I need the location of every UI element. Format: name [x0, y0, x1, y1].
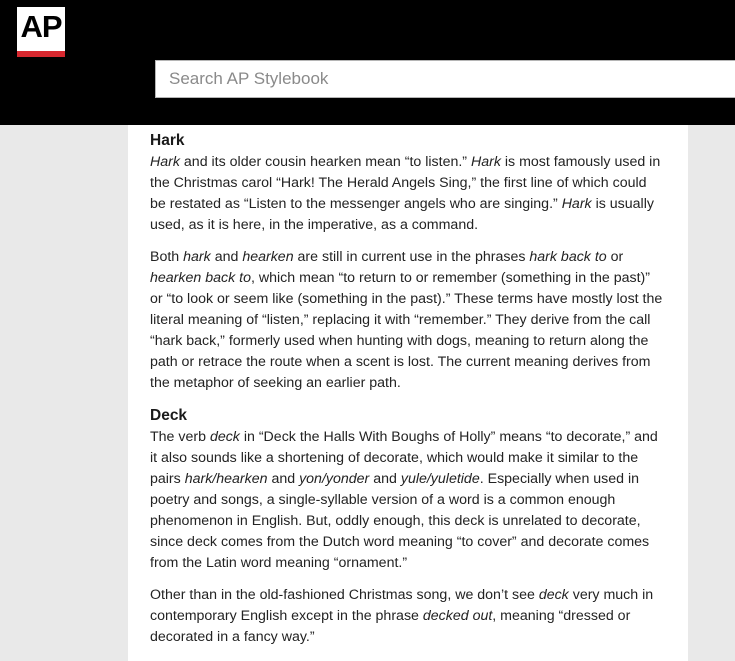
- ap-logo-red-bar: [17, 51, 65, 57]
- ap-logo[interactable]: [17, 7, 65, 57]
- ap-logo-text: AP: [20, 9, 62, 44]
- entry-deck: [150, 405, 666, 648]
- search-input[interactable]: [155, 60, 735, 98]
- body-text: very much in contemporary English except in the phrase: [150, 587, 654, 624]
- body-text: and: [210, 249, 243, 265]
- italic-text: Hark: [150, 154, 180, 170]
- body-text: , which mean “to return to or remember (something in the past)” or “to look or seem like (something in the past).” These terms have mostly lost the literal meaning of “listen,” replacing it with “remember.” They derive from the call “hark back,” formerly used when hunting with dogs, meaning to return along the path or retrace the route when a scent is lost. The current meaning derives from the metaphor of seeking an earlier path.: [150, 270, 663, 391]
- entry-term-heading: Deck: [150, 407, 188, 424]
- italic-text: hearken: [242, 249, 294, 265]
- entry-paragraph: [150, 585, 666, 648]
- italic-text: Hark: [470, 154, 501, 170]
- italic-text: hark back to: [529, 249, 607, 265]
- entry-paragraph: [150, 152, 666, 236]
- italic-text: Hark: [561, 196, 592, 212]
- entries-list: [128, 125, 688, 648]
- entry-paragraph: [150, 247, 666, 394]
- entry-term-heading: Hark: [150, 132, 185, 149]
- italic-text: yule/yuletide: [400, 471, 480, 487]
- italic-text: deck: [209, 429, 240, 445]
- italic-text: yon/yonder: [299, 471, 370, 487]
- italic-text: hark/hearken: [184, 471, 268, 487]
- body-text: or: [606, 249, 624, 265]
- body-text: are still in current use in the phrases: [293, 249, 530, 265]
- entry-paragraph: [150, 427, 666, 574]
- body-text: and: [369, 471, 401, 487]
- italic-text: decked out: [422, 608, 493, 624]
- italic-text: deck: [538, 587, 569, 603]
- body-text: Other than in the old-fashioned Christmas song, we don’t see: [150, 587, 539, 603]
- body-text: is usually used, as it is here, in the imperative, as a command.: [150, 196, 654, 233]
- body-text: and: [267, 471, 300, 487]
- body-text: Both: [150, 249, 184, 265]
- italic-text: hark: [183, 249, 211, 265]
- body-text: , meaning “dressed or decorated in a fancy way.”: [150, 608, 631, 645]
- entry-hark: [150, 130, 666, 394]
- body-text: and its older cousin hearken mean “to listen.”: [179, 154, 471, 170]
- content-panel: [128, 125, 688, 661]
- body-text: in “Deck the Halls With Boughs of Holly” means “to decorate,” and it also sounds like a shortening of decorate, which would make it similar to the pairs: [150, 429, 658, 487]
- italic-text: hearken back to: [150, 270, 251, 286]
- body-text: is most famously used in the Christmas carol “Hark! The Herald Angels Sing,” the first line of which could be restated as “Listen to the messenger angels who are singing.”: [150, 154, 661, 212]
- body-text: The verb: [150, 429, 210, 445]
- body-text: . Especially when used in poetry and songs, a single-syllable version of a word is a common enough phenomenon in English. But, oddly enough, this deck is unrelated to decorate, since deck comes from the Dutch word meaning “to cover” and decorate comes from the Latin word meaning “ornament.”: [150, 471, 650, 571]
- site-header: [0, 0, 735, 125]
